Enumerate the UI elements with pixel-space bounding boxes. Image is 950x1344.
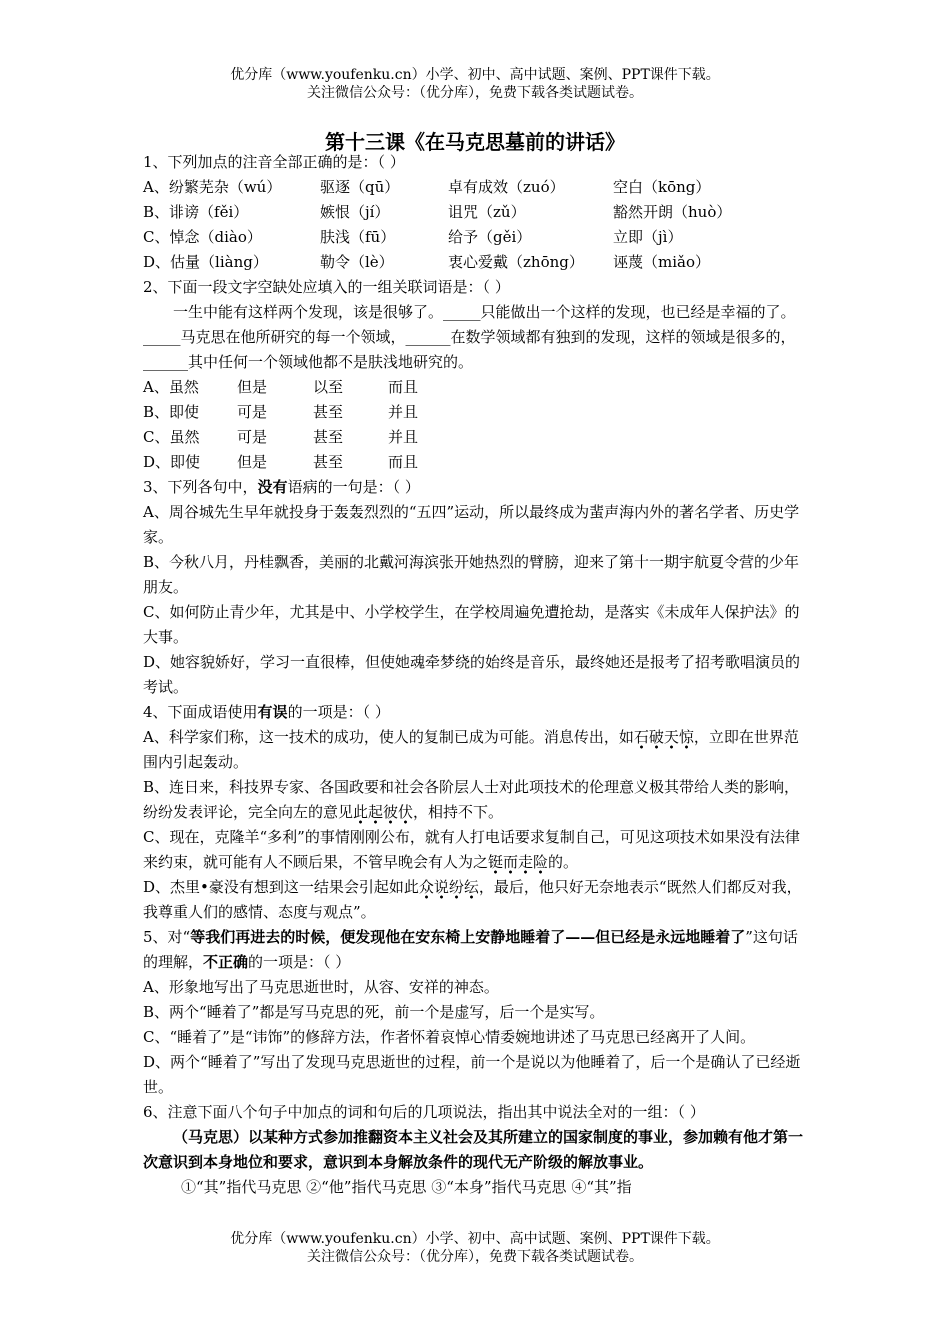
q1-option-row: [143, 225, 810, 250]
q4-a-post: ，立即在世界范围内引起轰动。: [143, 728, 799, 771]
q2-stem: 2、下面一段文字空缺处应填入的一组关联词语是：（ ）: [143, 278, 510, 296]
page-title: 第十三课《在马克思墓前的讲话》: [325, 130, 625, 154]
q5-stem-post: 的一项是：（ ）: [248, 953, 351, 971]
footer-line-2: 关注微信公众号：（优分库），免费下载各类试题试卷。: [307, 1249, 643, 1265]
q4-d-pre: D、杰里•豪没有想到这一结果会引起如此: [143, 878, 419, 896]
q2-opt-a-3: 以至: [313, 378, 344, 396]
q2-passage: 一生中能有这样两个发现，该是很够了。_____只能做出一个这样的发现，也已经是幸福的了。_____马克思在他所研究的每一个领域，______在数学领域都有独到的发现，这样的领域是很多的，______其中任何一个领域他都不是肤浅地研究的。: [143, 303, 796, 371]
q1-option-row: [143, 200, 810, 225]
q2-opt-b-3: 甚至: [313, 403, 344, 421]
q4-a-pre: A、科学家们称，这一技术的成功，使人的复制已成为可能。消息传出，如: [143, 728, 634, 746]
q4-stem-keyword: 有误: [257, 703, 288, 721]
q4-stem-post: 的一项是：（ ）: [287, 703, 390, 721]
q3-stem-post: 语病的一句是：（ ）: [287, 478, 420, 496]
q1-option-row: [143, 175, 810, 200]
q2-opt-d-1: D、即使: [143, 453, 201, 471]
q4-option-c: [143, 825, 810, 875]
q4-a-idiom: 石破天惊: [634, 728, 694, 749]
q2-option-row: [143, 425, 810, 450]
q2-opt-d-3: 甚至: [313, 453, 344, 471]
q2-opt-b-2: 可是: [237, 403, 268, 421]
q1-row1-item-d: 空白（kōng）: [613, 178, 711, 196]
q1-row1-item-c: 卓有成效（zuó）: [448, 178, 565, 196]
q1-row2-item-d: 豁然开朗（huò）: [613, 203, 732, 221]
q2-opt-d-4: 而且: [388, 453, 419, 471]
page-footer: [0, 1230, 950, 1266]
q4-c-post: 的。: [548, 853, 579, 871]
q2-opt-b-1: B、即使: [143, 403, 200, 421]
q2-opt-a-1: A、虽然: [143, 378, 199, 396]
q5-option-d: D、两个“睡着了”写出了发现马克思逝世的过程，前一个是说以为他睡着了，后一个是确认了已经逝世。: [143, 1053, 801, 1096]
header-line-2: 关注微信公众号：（优分库），免费下载各类试题试卷。: [307, 85, 643, 101]
q5-stem: [143, 925, 810, 975]
q5-quote: 等我们再进去的时候，便发现他在安东椅上安静地睡着了——但已经是永远地睡着了: [190, 928, 746, 946]
q1-row3-item-d: 立即（jì）: [613, 228, 683, 246]
q1-row4-item-d: 诬蔑（miǎo）: [613, 253, 710, 271]
q4-stem: [143, 700, 810, 725]
q1-row4-item-c: 衷心爱戴（zhōng）: [448, 253, 584, 271]
q1-row2-item-a: B、诽谤（fěi）: [143, 203, 249, 221]
q1-option-row: [143, 250, 810, 275]
q6-passage: （马克思）以某种方式参加推翻资本主义社会及其所建立的国家制度的事业，参加赖有他才第一次意识到本身地位和要求，意识到本身解放条件的现代无产阶级的解放事业。: [143, 1128, 804, 1171]
header-line-1: 优分库（www.youfenku.cn）小学、初中、高中试题、案例、PPT课件下载。: [230, 67, 720, 83]
q5-stem-keyword: 不正确: [203, 953, 249, 971]
q5-stem-mid: ”这句话的理解，: [143, 928, 798, 971]
q5-stem-pre: 5、对“: [143, 928, 191, 946]
q2-opt-c-3: 甚至: [313, 428, 344, 446]
q4-b-pre: B、连日来，科技界专家、各国政要和社会各阶层人士对此项技术的伦理意义极其带给人类的影响，纷纷发表评论，完全向左的意见: [143, 778, 800, 821]
q3-option-d: D、她容貌娇好，学习一直很棒，但使她魂牵梦绕的始终是音乐，最终她还是报考了招考歌唱演员的考试。: [143, 653, 801, 696]
q2-opt-c-4: 并且: [388, 428, 419, 446]
q4-d-post: ，最后，他只好无奈地表示“既然人们都反对我，我尊重人们的感情、态度与观点”。: [143, 878, 802, 921]
q5-option-c: C、“睡着了”是“讳饰”的修辞方法，作者怀着哀悼心情委婉地讲述了马克思已经离开了人间。: [143, 1028, 756, 1046]
document-body: [143, 150, 810, 1200]
q5-option-a: A、形象地写出了马克思逝世时，从容、安祥的神态。: [143, 978, 499, 996]
q4-stem-pre: 4、下面成语使用: [143, 703, 258, 721]
q2-opt-b-4: 并且: [388, 403, 419, 421]
q1-row4-item-a: D、估量（liàng）: [143, 253, 268, 271]
q2-opt-c-1: C、虽然: [143, 428, 200, 446]
footer-line-1: 优分库（www.youfenku.cn）小学、初中、高中试题、案例、PPT课件下载。: [230, 1231, 720, 1247]
q3-stem-keyword: 没有: [257, 478, 288, 496]
q4-c-idiom: 铤而走险: [488, 853, 548, 874]
page-header: [0, 66, 950, 102]
q4-d-idiom: 众说纷纭: [419, 878, 479, 899]
q3-stem: [143, 475, 810, 500]
q4-option-b: [143, 775, 810, 825]
q4-c-pre: C、现在，克隆羊“多利”的事情刚刚公布，就有人打电话要求复制自己，可见这项技术如果没有法律来约束，就可能有人不顾后果，不管早晚会有人为之: [143, 828, 800, 871]
q1-stem: 1、下列加点的注音全部正确的是：（ ）: [143, 153, 405, 171]
q3-option-c: C、如何防止青少年，尤其是中、小学校学生，在学校周遍免遭抢劫，是落实《未成年人保护法》的大事。: [143, 603, 800, 646]
q4-option-a: [143, 725, 810, 775]
q2-opt-d-2: 但是: [237, 453, 268, 471]
q2-opt-c-2: 可是: [237, 428, 268, 446]
q1-row3-item-a: C、悼念（diào）: [143, 228, 262, 246]
q4-option-d: [143, 875, 810, 925]
q3-option-b: B、今秋八月，丹桂飘香，美丽的北戴河海滨张开她热烈的臂膀，迎来了第十一期宇航夏令营的少年朋友。: [143, 553, 800, 596]
q2-opt-a-4: 而且: [388, 378, 419, 396]
q1-row3-item-b: 肤浅（fū）: [320, 228, 396, 246]
q3-option-a: A、周谷城先生早年就投身于轰轰烈烈的“五四”运动，所以最终成为蜚声海内外的著名学者、历史学家。: [143, 503, 800, 546]
q2-option-row: [143, 375, 810, 400]
q1-row1-item-a: A、纷繁芜杂（wú）: [143, 178, 282, 196]
q6-items: ①“其”指代马克思 ②“他”指代马克思 ③“本身”指代马克思 ④“其”指: [181, 1178, 632, 1196]
q1-row1-item-b: 驱逐（qū）: [320, 178, 400, 196]
q4-b-idiom: 此起彼伏: [353, 803, 413, 824]
q6-stem: 6、注意下面八个句子中加点的词和句后的几项说法，指出其中说法全对的一组：（ ）: [143, 1103, 705, 1121]
q1-row4-item-b: 勒令（lè）: [320, 253, 394, 271]
q3-stem-pre: 3、下列各句中，: [143, 478, 258, 496]
q1-row3-item-c: 给予（gěi）: [448, 228, 532, 246]
q1-row2-item-c: 诅咒（zǔ）: [448, 203, 526, 221]
q1-row2-item-b: 嫉恨（jí）: [320, 203, 390, 221]
q2-option-row: [143, 450, 810, 475]
q2-option-row: [143, 400, 810, 425]
q5-option-b: B、两个“睡着了”都是写马克思的死，前一个是虚写，后一个是实写。: [143, 1003, 605, 1021]
q4-b-post: ，相持不下。: [413, 803, 504, 821]
q2-opt-a-2: 但是: [237, 378, 268, 396]
